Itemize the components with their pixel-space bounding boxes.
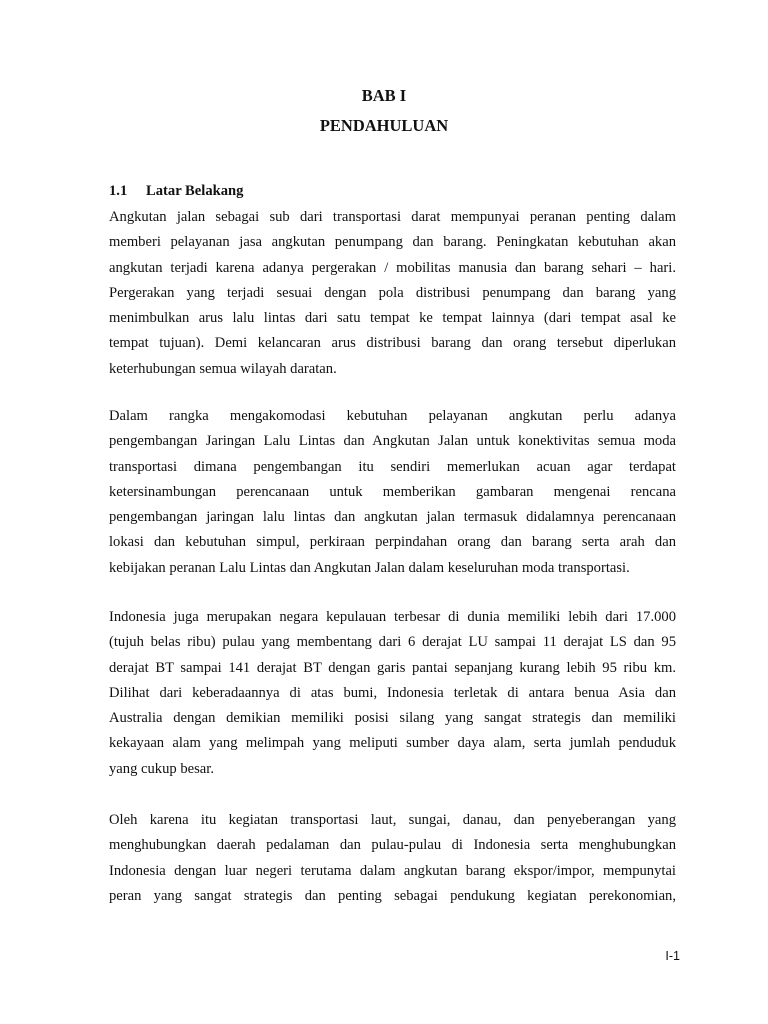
paragraph-1 bbox=[109, 205, 676, 382]
paragraph-line: memberi pelayanan jasa angkutan penumpang dan barang. Peningkatan kebutuhan akan bbox=[109, 234, 676, 251]
section-number: 1.1 bbox=[109, 183, 128, 199]
page-number: I-1 bbox=[665, 949, 680, 963]
paragraph-line: derajat BT sampai 141 derajat BT dengan garis pantai sepanjang kurang lebih 95 ribu km. bbox=[109, 659, 676, 676]
paragraph-line: pengembangan jaringan lalu lintas dan angkutan jalan termasuk didalamnya perencanaan bbox=[109, 509, 676, 526]
paragraph-line: yang cukup besar. bbox=[109, 760, 214, 777]
paragraph-4 bbox=[109, 808, 676, 909]
paragraph-line: Australia dengan demikian memiliki posisi silang yang sangat strategis dan memiliki bbox=[109, 710, 676, 727]
paragraph-line: keterhubungan semua wilayah daratan. bbox=[109, 360, 337, 377]
paragraph-line: transportasi dimana pengembangan itu sendiri memerlukan acuan agar terdapat bbox=[109, 458, 676, 475]
paragraph-line: kekayaan alam yang melimpah yang meliputi sumber daya alam, serta jumlah penduduk bbox=[109, 735, 676, 752]
paragraph-2 bbox=[109, 404, 676, 581]
paragraph-line: menghubungkan daerah pedalaman dan pulau-pulau di Indonesia serta menghubungkan bbox=[109, 837, 676, 854]
paragraph-line: ketersinambungan perencanaan untuk memberikan gambaran mengenai rencana bbox=[109, 483, 676, 500]
paragraph-line: lokasi dan kebutuhan simpul, perkiraan perpindahan orang dan barang serta arah dan bbox=[109, 534, 676, 551]
paragraph-line: tempat tujuan). Demi kelancaran arus distribusi barang dan orang tersebut diperlukan bbox=[109, 335, 676, 352]
paragraph-line: Angkutan jalan sebagai sub dari transportasi darat mempunyai peranan penting dalam bbox=[109, 209, 676, 225]
paragraph-line: peran yang sangat strategis dan penting sebagai pendukung kegiatan perekonomian, bbox=[109, 887, 676, 904]
paragraph-line: angkutan terjadi karena adanya pergerakan / mobilitas manusia dan barang sehari – hari. bbox=[109, 259, 676, 276]
section-heading bbox=[109, 179, 243, 203]
paragraph-line: Indonesia juga merupakan negara kepulauan terbesar di dunia memiliki lebih dari 17.000 bbox=[109, 609, 676, 625]
paragraph-line: Dilihat dari keberadaannya di atas bumi, Indonesia terletak di antara benua Asia dan bbox=[109, 684, 676, 701]
paragraph-line: Oleh karena itu kegiatan transportasi laut, sungai, danau, dan penyeberangan yang bbox=[109, 812, 676, 828]
section-title: Latar Belakang bbox=[146, 183, 244, 199]
paragraph-3 bbox=[109, 605, 676, 782]
paragraph-line: Dalam rangka mengakomodasi kebutuhan pelayanan angkutan perlu adanya bbox=[109, 408, 676, 424]
paragraph-line: Pergerakan yang terjadi sesuai dengan pola distribusi penumpang dan barang yang bbox=[109, 284, 676, 301]
paragraph-line: (tujuh belas ribu) pulau yang membentang dari 6 derajat LU sampai 11 derajat LS dan 95 bbox=[109, 634, 676, 651]
paragraph-line: pengembangan Jaringan Lalu Lintas dan Angkutan Jalan untuk konektivitas semua moda bbox=[109, 433, 676, 450]
paragraph-line: kebijakan peranan Lalu Lintas dan Angkutan Jalan dalam keseluruhan moda transportasi. bbox=[109, 559, 630, 576]
chapter-title: PENDAHULUAN bbox=[319, 116, 449, 135]
paragraph-line: Indonesia dengan luar negeri terutama dalam angkutan barang ekspor/impor, mempunytai bbox=[109, 862, 676, 879]
paragraph-line: menimbulkan arus lalu lintas dari satu tempat ke tempat lainnya (dari tempat asal ke bbox=[109, 310, 676, 327]
chapter-number: BAB I bbox=[361, 86, 407, 105]
